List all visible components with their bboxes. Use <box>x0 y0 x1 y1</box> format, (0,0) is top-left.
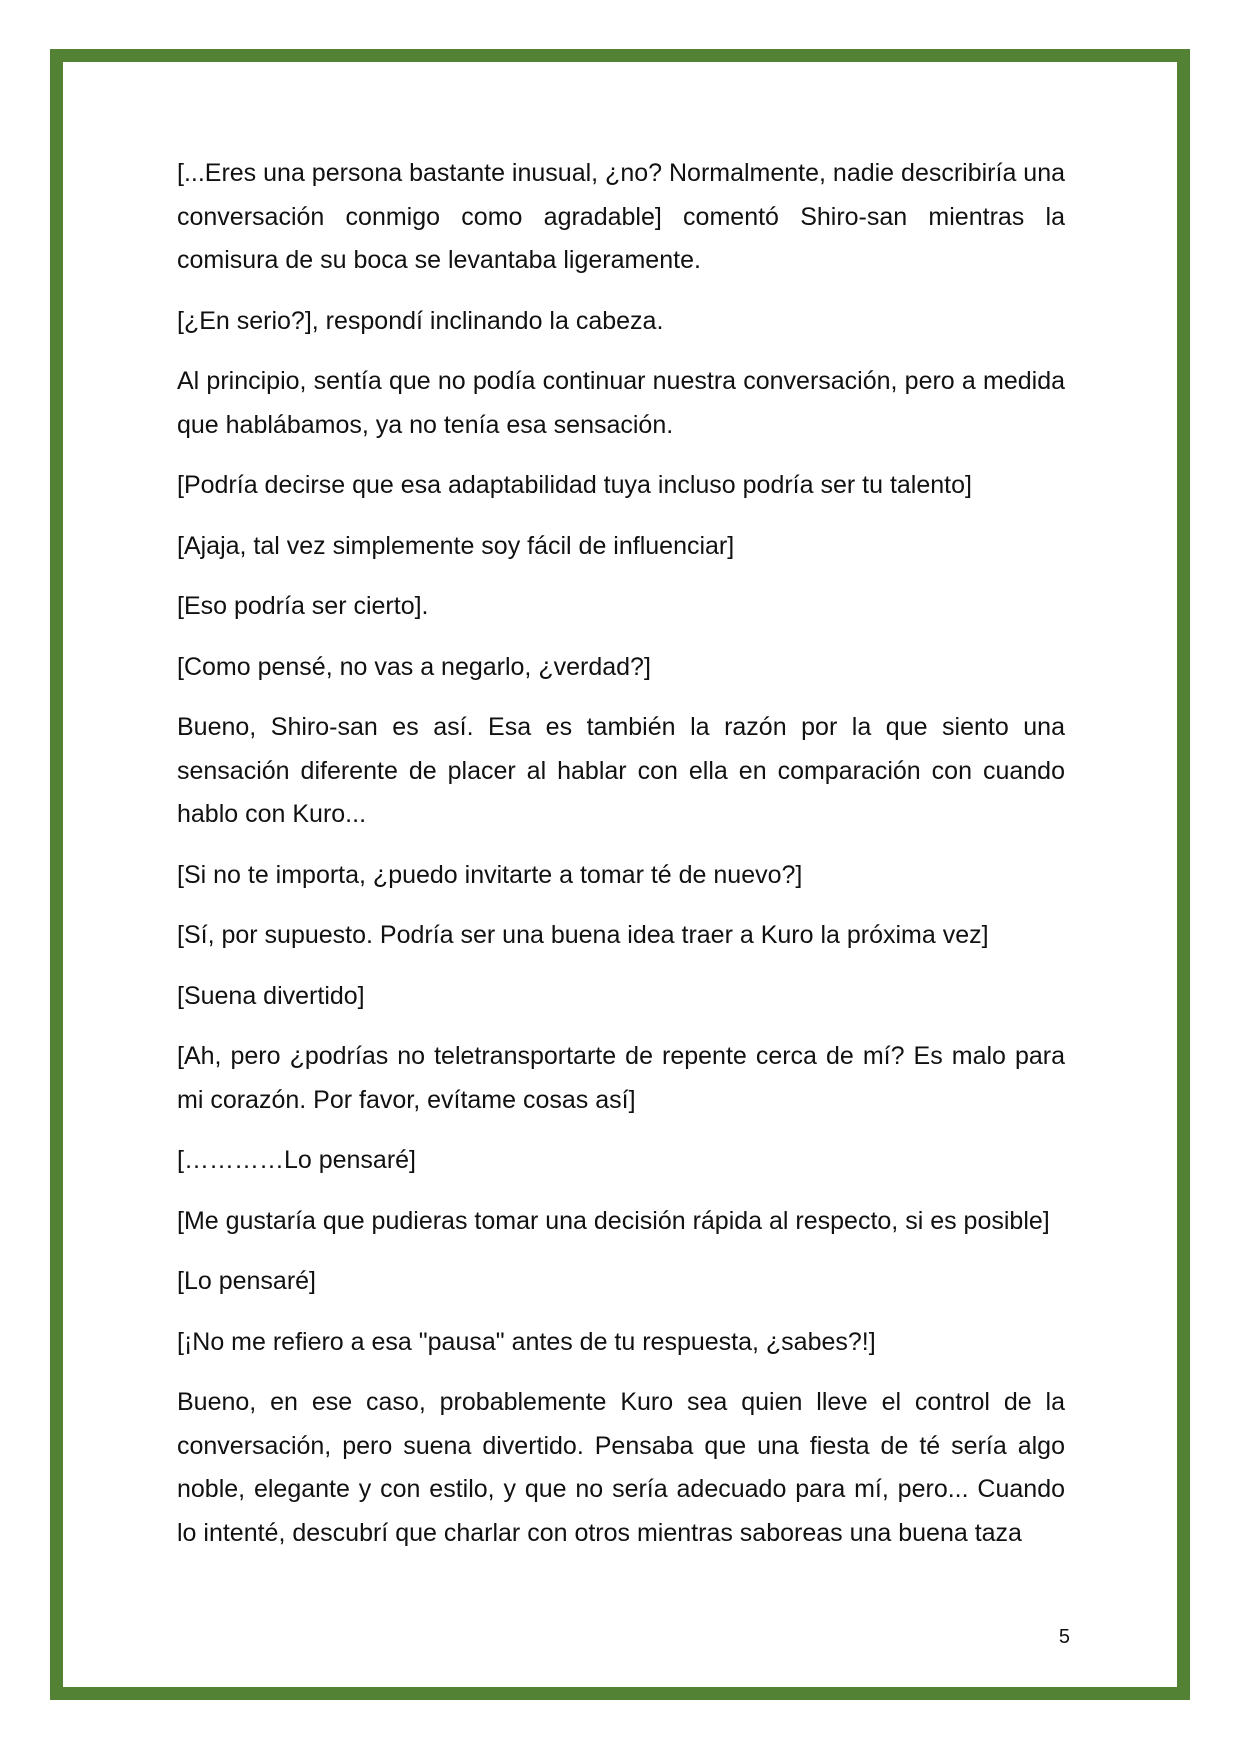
page-number: 5 <box>1058 1626 1070 1648</box>
paragraph: [¡No me refiero a esa "pausa" antes de tu respuesta, ¿sabes?!] <box>177 1327 876 1356</box>
paragraph: [Lo pensaré] <box>177 1267 316 1295</box>
paragraph: [Como pensé, no vas a negarlo, ¿verdad?] <box>177 652 651 681</box>
paragraph: [Sí, por supuesto. Podría ser una buena idea traer a Kuro la próxima vez] <box>177 921 989 949</box>
paragraph: [Me gustaría que pudieras tomar una decisión rápida al respecto, si es posible] <box>177 1206 1050 1235</box>
paragraph: [Si no te importa, ¿puedo invitarte a tomar té de nuevo?] <box>177 860 803 889</box>
paragraph: [Podría decirse que esa adaptabilidad tuya incluso podría ser tu talento] <box>177 471 972 499</box>
paragraph: [Suena divertido] <box>177 981 365 1010</box>
paragraph: […………Lo pensaré] <box>177 1146 416 1174</box>
paragraph: [¿En serio?], respondí inclinando la cabeza. <box>177 306 664 335</box>
paragraph: [...Eres una persona bastante inusual, ¿no? Normalmente, nadie describiría una conversación conmigo como agradable] comentó Shiro-san mientras la comisura de su boca se levantaba ligeramente. <box>177 159 1066 274</box>
paragraph: [Eso podría ser cierto]. <box>177 592 429 620</box>
paragraph: [Ah, pero ¿podrías no teletransportarte de repente cerca de mí? Es malo para mi corazón. Por favor, evítame cosas así] <box>177 1042 1065 1114</box>
paragraph: Bueno, en ese caso, probablemente Kuro sea quien lleve el control de la conversación, pero suena divertido. Pensaba que una fiesta de té sería algo noble, elegante y con estilo, y que no sería adecuado para mí, pero... Cuando lo intenté, descubrí que charlar con otros mientras saboreas una buena taza <box>177 1388 1065 1547</box>
paragraph: [Ajaja, tal vez simplemente soy fácil de influenciar] <box>177 531 735 560</box>
paragraph: Al principio, sentía que no podía continuar nuestra conversación, pero a medida que hablábamos, ya no tenía esa sensación. <box>177 367 1065 439</box>
document-body <box>177 152 1065 1572</box>
paragraph: Bueno, Shiro-san es así. Esa es también la razón por la que siento una sensación diferente de placer al hablar con ella en comparación con cuando hablo con Kuro... <box>177 713 1065 828</box>
